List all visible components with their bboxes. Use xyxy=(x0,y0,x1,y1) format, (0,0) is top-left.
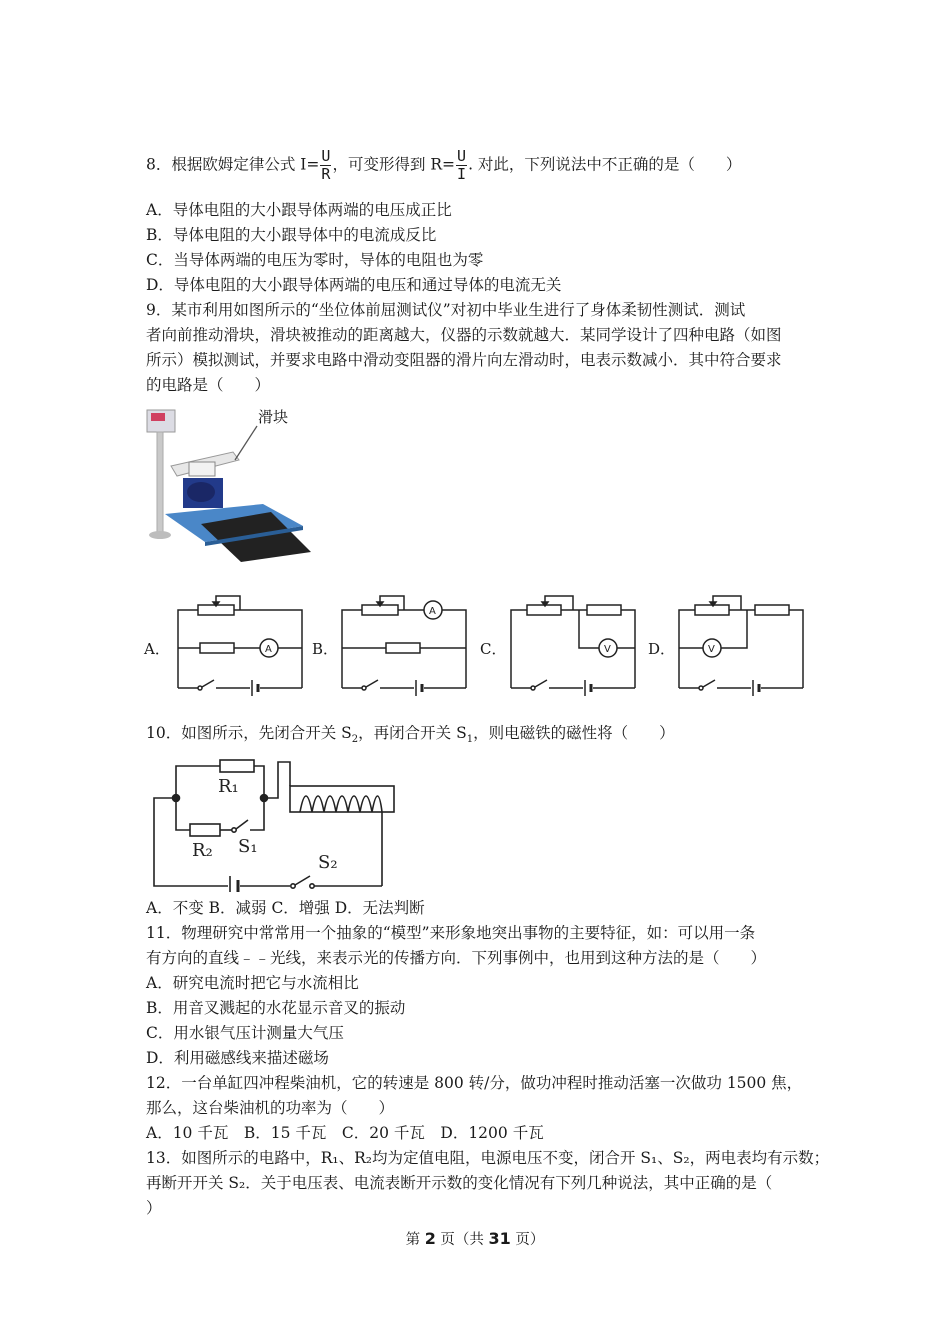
q9-line-3: 所示）模拟测试，并要求电路中滑动变阻器的滑片向左滑动时，电表示数减小．其中符合要求 xyxy=(146,351,782,369)
fraction-u-over-r: $\frac{U}{R}$ xyxy=(321,147,331,183)
q8-suffix: . 对此，下列说法中不正确的是（ ） xyxy=(468,155,742,174)
q13-line-3: ） xyxy=(146,1199,162,1217)
voltmeter-symbol: V xyxy=(604,644,611,655)
circuit-c-diagram xyxy=(505,588,641,700)
circuit-c-label: C． xyxy=(480,640,507,658)
q11-option-b: B．用音叉溅起的水花显示音叉的振动 xyxy=(146,999,406,1017)
q11-option-d: D．利用磁感线来描述磁场 xyxy=(146,1049,329,1067)
ammeter-symbol: A xyxy=(429,606,436,617)
voltmeter-symbol: V xyxy=(708,644,715,655)
ammeter-symbol: A xyxy=(265,644,272,655)
q9-line-2: 者向前推动滑块，滑块被推动的距离越大，仪器的示数就越大．某同学设计了四种电路（如图 xyxy=(146,326,782,344)
q10-stem: 10．如图所示，先闭合开关 $S_2$，再闭合开关 $S_1$，则电磁铁的磁性将（ ） xyxy=(146,724,675,746)
circuit-a-diagram xyxy=(172,588,308,700)
q8-stem xyxy=(146,148,741,183)
circuit-a-label: A． xyxy=(144,640,170,658)
q8-option-a: A．导体电阻的大小跟导体两端的电压成正比 xyxy=(146,201,452,219)
q8-prefix: 8．根据欧姆定律公式 I= xyxy=(146,155,320,174)
circuit-b-label: B． xyxy=(312,640,339,658)
page-number: 2 xyxy=(424,1229,436,1248)
q11-option-a: A．研究电流时把它与水流相比 xyxy=(146,974,359,992)
circuit-d-label: D． xyxy=(648,640,676,658)
q8-option-c: C．当导体两端的电压为零时，导体的电阻也为零 xyxy=(146,251,484,269)
circuit-b-diagram xyxy=(336,588,472,700)
q11-option-c: C．用水银气压计测量大气压 xyxy=(146,1024,344,1042)
q12-line-2: 那么，这台柴油机的功率为（ ） xyxy=(146,1099,395,1117)
q10-options: A．不变 B．减弱 C．增强 D．无法判断 xyxy=(146,899,425,917)
r1-label: R₁ xyxy=(218,776,239,797)
q11-line-1: 11．物理研究中常常用一个抽象的“模型”来形象地突出事物的主要特征，如：可以用一条 xyxy=(146,924,756,942)
electromagnet-circuit-diagram xyxy=(150,752,400,892)
total-pages: 31 xyxy=(488,1229,511,1248)
q13-line-2: 再断开开关 S₂．关于电压表、电流表断开示数的变化情况有下列几种说法，其中正确的是（ xyxy=(146,1174,773,1192)
q9-line-1: 9．某市利用如图所示的“坐位体前屈测试仪”对初中毕业生进行了身体柔韧性测试．测试 xyxy=(146,301,746,319)
q12-line-1: 12．一台单缸四冲程柴油机，它的转速是 800 转/分，做功冲程时推动活塞一次做功 1500 焦， xyxy=(146,1074,803,1092)
slider-label: 滑块 xyxy=(258,408,289,426)
q12-options: A．10 千瓦 B．15 千瓦 C．20 千瓦 D．1200 千瓦 xyxy=(146,1124,544,1142)
q8-option-b: B．导体电阻的大小跟导体中的电流成反比 xyxy=(146,226,437,244)
q13-line-1: 13．如图所示的电路中，R₁、R₂均为定值电阻，电源电压不变，闭合开 S₁、S₂，两电表均有示数； xyxy=(146,1149,830,1167)
circuit-d-diagram xyxy=(673,588,809,700)
q9-line-4: 的电路是（ ） xyxy=(146,376,271,394)
q8-option-d: D．导体电阻的大小跟导体两端的电压和通过导体的电流无关 xyxy=(146,276,562,294)
q8-mid: ，可变形得到 R= xyxy=(332,155,456,174)
s1-label: S₁ xyxy=(238,836,258,857)
page-footer: 第 2 页（共 31 页） xyxy=(405,1229,545,1248)
sit-and-reach-tester-image xyxy=(143,404,313,566)
fraction-u-over-i: $\frac{U}{I}$ xyxy=(457,147,467,183)
q11-line-2: 有方向的直线﹣﹣光线，来表示光的传播方向．下列事例中，也用到这种方法的是（ ） xyxy=(146,949,767,967)
s2-label: S₂ xyxy=(318,852,338,873)
r2-label: R₂ xyxy=(192,840,213,861)
